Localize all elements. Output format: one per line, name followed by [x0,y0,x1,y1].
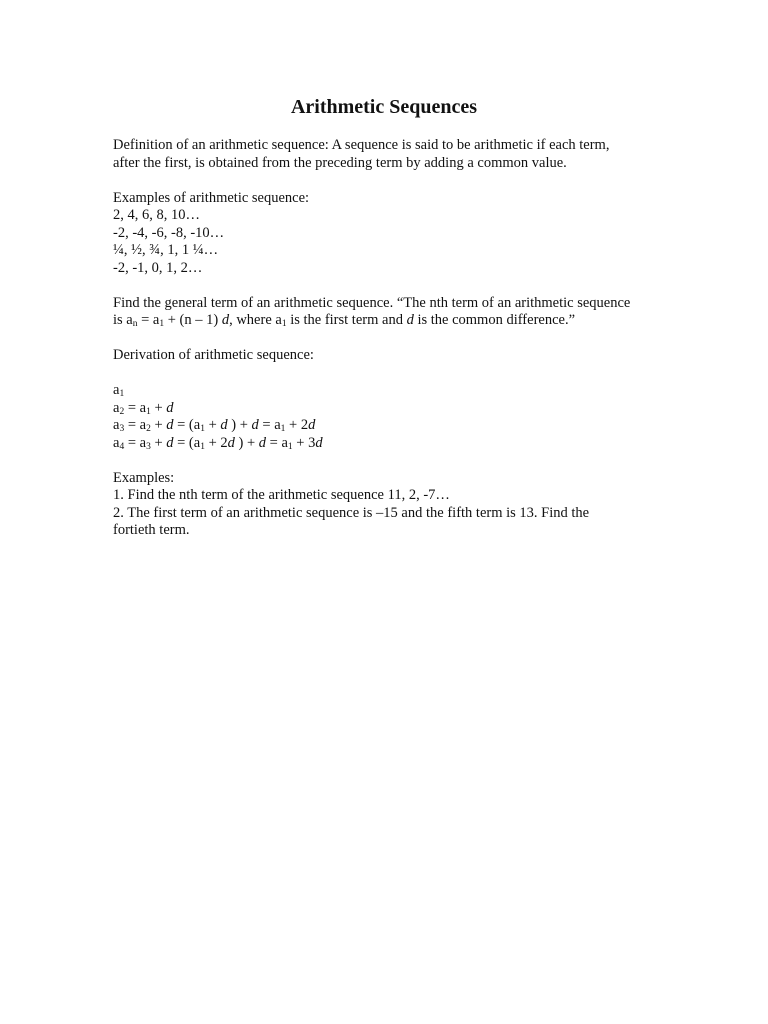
general-term-paragraph [113,295,673,330]
definition-paragraph [113,137,673,172]
examples-heading: Examples of arithmetic sequence: [113,189,310,206]
example-sequence: ¼, ½, ¾, 1, 1 ¼… [113,242,219,258]
examples-section [113,190,673,278]
document-body [113,137,673,540]
example-sequence: -2, -1, 0, 1, 2… [113,259,203,276]
exercise-item: 1. Find the nth term of the arithmetic sequence 11, 2, -7… [113,487,450,503]
exercises-section [113,470,673,540]
definition-line: Definition of an arithmetic sequence: A sequence is said to be arithmetic if each term, [113,137,610,153]
general-term-line: Find the general term of an arithmetic sequence. “The nth term of an arithmetic sequence [113,294,631,311]
definition-line: after the first, is obtained from the preceding term by adding a common value. [113,154,567,171]
derivation-line: $a_4 = a_3 + d = (a_1 + 2d$ ) + $d = a_1 + 3d$ [113,434,323,452]
exercises-label: Examples: [113,469,175,486]
example-sequence: 2, 4, 6, 8, 10… [113,207,200,223]
example-sequence: -2, -4, -6, -8, -10… [113,224,225,241]
general-term-formula-line: is $a_n = a_1 + (n - 1)$ d, where $a_1$ is the first term and d is the common difference.” [113,312,576,329]
derivation-block [113,382,673,452]
derivation-heading: Derivation of arithmetic sequence: [113,347,314,363]
derivation-line: $a_3 = a_2 + d = (a_1 + d$ ) + $d = a_1 + 2d$ [113,417,316,434]
exercise-item: 2. The first term of an arithmetic sequence is –15 and the fifth term is 13. Find the [113,504,590,521]
derivation-line: $a_2 = a_1 + d$ [113,399,174,417]
derivation-line: $a_1$ [113,382,125,399]
page-title: Arithmetic Sequences [290,96,478,118]
exercise-item: fortieth term. [113,522,190,538]
